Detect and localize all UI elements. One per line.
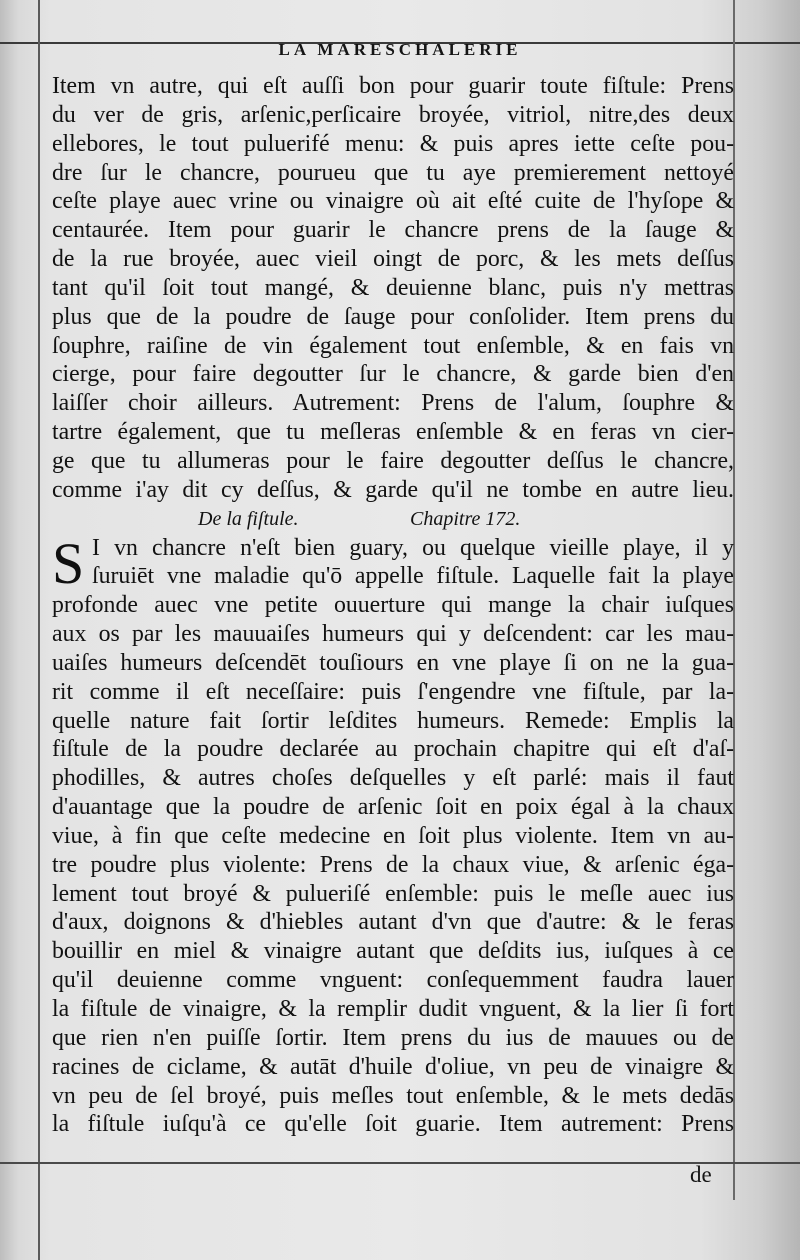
text-line: ſouphre, raiſine de vin également tout enſemble, & en fais vn bbox=[52, 332, 734, 359]
text-line: centaurée. Item pour guarir le chancre prens de la ſauge & bbox=[52, 217, 734, 244]
text-line: la fiſtule de vinaigre, & la remplir dudit vnguent, & la lier ſi fort bbox=[52, 996, 734, 1022]
text-line: phodilles, & autres choſes deſquelles y eſt parlé: mais il faut bbox=[52, 765, 734, 792]
text-line: lement tout broyé & pulueriſé enſemble: puis le meſle auec ius bbox=[52, 880, 734, 907]
text-line: de la rue broyée, auec vieil oingt de porc, & les mets deſſus bbox=[52, 246, 734, 273]
text-line: aux os par les mauuaiſes humeurs qui y deſcendent: car les mau- bbox=[52, 621, 734, 648]
text-line: la fiſtule iuſqu'à ce qu'elle ſoit guarie. Item autrement: Prens bbox=[52, 1111, 734, 1138]
paragraph-after bbox=[52, 530, 734, 1140]
text-line: qu'il deuienne comme vnguent: conſequemment faudra lauer bbox=[52, 967, 734, 994]
text-line: d'auantage que la poudre de arſenic ſoit en poix égal à la chaux bbox=[52, 794, 734, 821]
text-line: du ver de gris, arſenic,perſicaire broyée, vitriol, nitre,des deux bbox=[52, 101, 734, 128]
text-line: rit comme il eſt neceſſaire: puis ſ'engendre vne fiſtule, par la- bbox=[52, 678, 734, 705]
chapter-number: Chapitre 172. bbox=[410, 507, 521, 530]
text-line: racines de ciclame, & autāt d'huile d'oliue, vn peu de vinaigre & bbox=[52, 1053, 734, 1080]
text-line: profonde auec vne petite ouuerture qui mange la chair iuſques bbox=[52, 592, 734, 619]
text-line: plus que de la poudre de ſauge pour conſolider. Item prens du bbox=[52, 303, 734, 330]
text-line: ellebores, le tout puluerifé menu: & puis apres iette ceſte pou- bbox=[52, 130, 734, 157]
text-line: fiſtule de la poudre declarée au prochain chapitre qui eſt d'aſ- bbox=[52, 736, 734, 763]
chapter-heading bbox=[52, 505, 734, 534]
text-line: tant qu'il ſoit tout mangé, & deuienne blanc, puis n'y mettras bbox=[52, 274, 734, 301]
text-line: tre poudre plus violente: Prens de la chaux viue, & arſenic éga- bbox=[52, 851, 734, 878]
text-line: vn peu de ſel broyé, puis meſles tout enſemble, & le mets dedās bbox=[52, 1082, 734, 1109]
text-line: Item vn autre, qui eſt auſſi bon pour guarir toute fiſtule: Prens bbox=[52, 73, 734, 99]
left-margin-rule bbox=[38, 0, 40, 1260]
text-line: cierge, pour faire degoutter ſur le chancre, & garde bien d'en bbox=[52, 361, 734, 388]
chapter-title: De la fiſtule. bbox=[198, 507, 299, 530]
bottom-border-rule bbox=[0, 1162, 800, 1164]
text-line: bouillir en miel & vinaigre autant que deſdits ius, iuſques à ce bbox=[52, 938, 734, 965]
text-line: dre ſur le chancre, pourueu que tu aye premierement nettoyé bbox=[52, 159, 734, 186]
page-body bbox=[52, 72, 734, 1139]
paragraph-before bbox=[52, 72, 734, 505]
text-line: uaiſes humeurs deſcendēt touſiours en vne playe ſi on ne la gua- bbox=[52, 649, 734, 676]
text-line: d'aux, doignons & d'hiebles autant d'vn que d'autre: & le feras bbox=[52, 909, 734, 936]
text-line: laiſſer choir ailleurs. Autrement: Prens de l'alum, ſouphre & bbox=[52, 390, 734, 417]
text-line: ceſte playe auec vrine ou vinaigre où ait eſté cuite de l'hyſope & bbox=[52, 188, 734, 215]
text-line: viue, à fin que ceſte medecine en ſoit plus violente. Item vn au- bbox=[52, 822, 734, 849]
running-header: LA MARESCHALERIE bbox=[278, 40, 522, 59]
text-line: tartre également, que tu meſleras enſemble & en feras vn cier- bbox=[52, 419, 734, 446]
text-line: comme i'ay dit cy deſſus, & garde qu'il ne tombe en autre lieu. bbox=[52, 476, 734, 503]
catchword: de bbox=[690, 1162, 712, 1187]
text-line: que rien n'en puiſſe ſortir. Item prens du ius de mauues ou de bbox=[52, 1024, 734, 1051]
text-line: quelle nature fait ſortir leſdites humeurs. Remede: Emplis la bbox=[52, 707, 734, 734]
drop-capital: S bbox=[52, 530, 85, 596]
text-line: ge que tu allumeras pour le faire degoutter deſſus le chancre, bbox=[52, 447, 734, 474]
text-line: ſuruiēt vne maladie qu'ō appelle fiſtule. Laquelle fait la playe bbox=[92, 563, 734, 590]
text-line: I vn chancre n'eſt bien guary, ou quelque vieille playe, il y bbox=[92, 534, 734, 561]
